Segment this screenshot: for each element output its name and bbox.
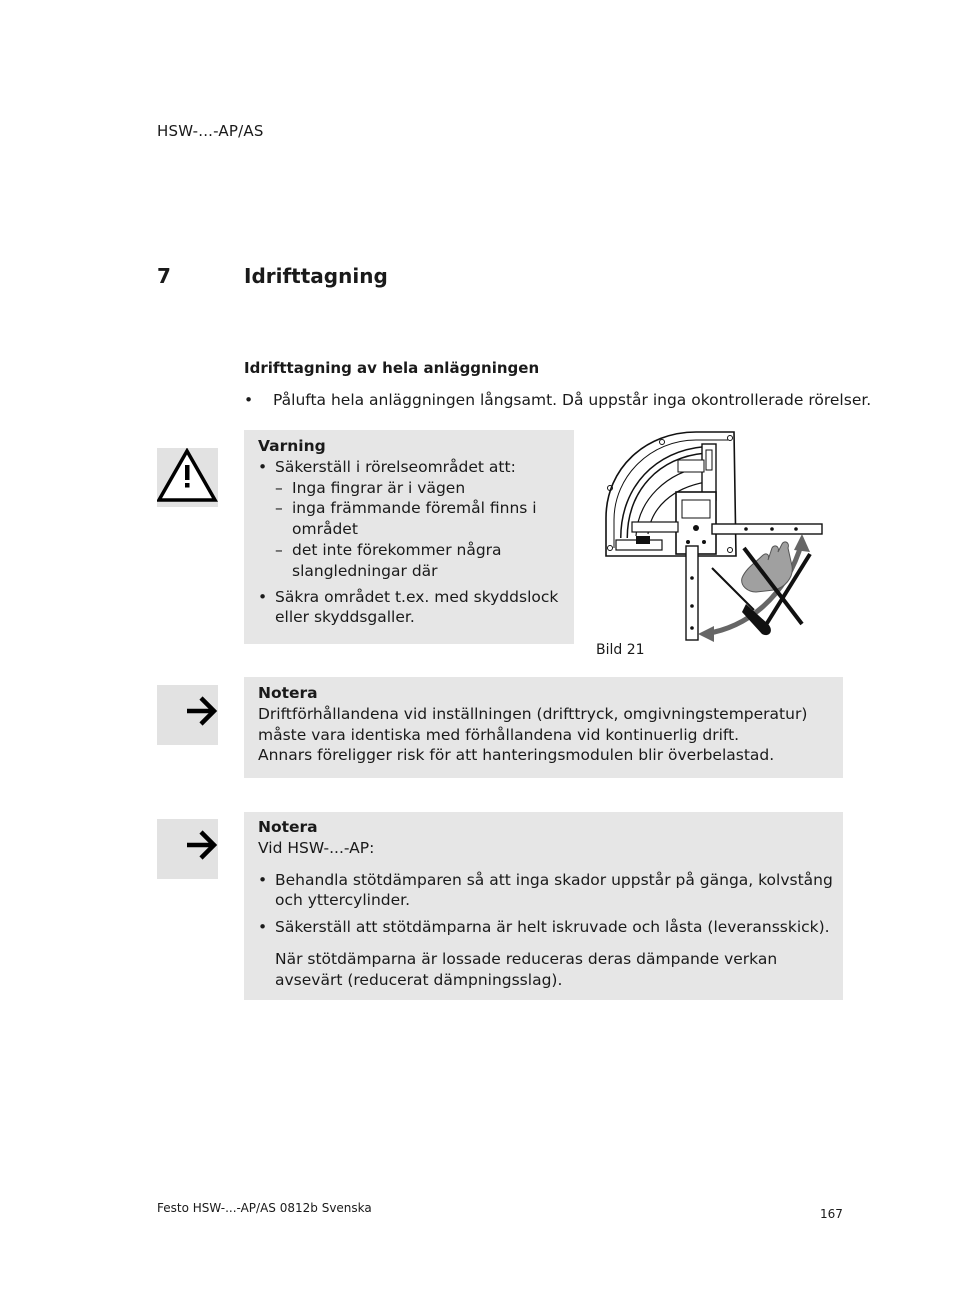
note2-item: • Säkerställ att stötdämparna är helt iskruvade och låsta (leveransskick).	[258, 917, 833, 938]
note1-icon-box	[157, 685, 218, 745]
note1-title: Notera	[258, 684, 318, 702]
warning-subitem: – Inga fingrar är i vägen	[258, 478, 564, 499]
figure-caption: Bild 21	[596, 642, 645, 658]
warning-title: Varning	[258, 437, 326, 455]
page-number: 167	[820, 1207, 843, 1221]
note2-title: Notera	[258, 818, 318, 836]
intro-bullet-text: Pålufta hela anläggningen långsamt. Då uppstår inga okontrollerade rörelser.	[273, 391, 872, 409]
arrow-right-icon	[157, 685, 218, 745]
section-number: 7	[157, 264, 171, 288]
warning-box	[244, 430, 574, 644]
note1-text: Driftförhållandena vid inställningen (drifttryck, omgivningstemperatur) måste vara identiska med förhållandena vid kontinuerlig drift.	[258, 704, 808, 744]
note2-box	[244, 812, 843, 1000]
section-title: Idrifttagning	[244, 264, 388, 288]
warning-triangle-icon	[157, 448, 218, 507]
warning-sublist	[258, 478, 564, 582]
warning-item	[258, 457, 564, 582]
bullet-marker: •	[244, 391, 254, 409]
warning-subitem: – det inte förekommer några slangledningar där	[258, 540, 512, 582]
warning-list	[258, 457, 564, 628]
note1-text: Annars föreligger risk för att hanteringsmodulen blir överbelastad.	[258, 746, 775, 765]
warning-subitem: – inga främmande föremål finns i området	[258, 498, 542, 540]
arrow-right-icon	[157, 819, 218, 879]
warning-icon-box	[157, 448, 218, 507]
footer-document-info: Festo HSW-...-AP/AS 0812b Svenska	[157, 1201, 372, 1215]
note2-list	[258, 870, 833, 938]
note2-icon-box	[157, 819, 218, 879]
note1-box	[244, 677, 843, 778]
warning-item: • Säkra området t.ex. med skyddslock eller skyddsgaller.	[258, 587, 565, 629]
warning-item-text: Säkerställ i rörelseområdet att:	[275, 457, 516, 476]
subsection-title: Idrifttagning av hela anläggningen	[244, 359, 540, 377]
note2-item: • Behandla stötdämparen så att inga skador uppstår på gänga, kolvstång och yttercylinder.	[258, 870, 835, 912]
note2-intro: Vid HSW-...-AP:	[258, 838, 375, 857]
note2-item-note: När stötdämparna är lossade reduceras deras dämpande verkan avsevärt (reducerat dämpningsslag).	[275, 949, 778, 989]
document-header: HSW-...-AP/AS	[157, 122, 264, 140]
swivel-module-figure	[596, 428, 826, 643]
